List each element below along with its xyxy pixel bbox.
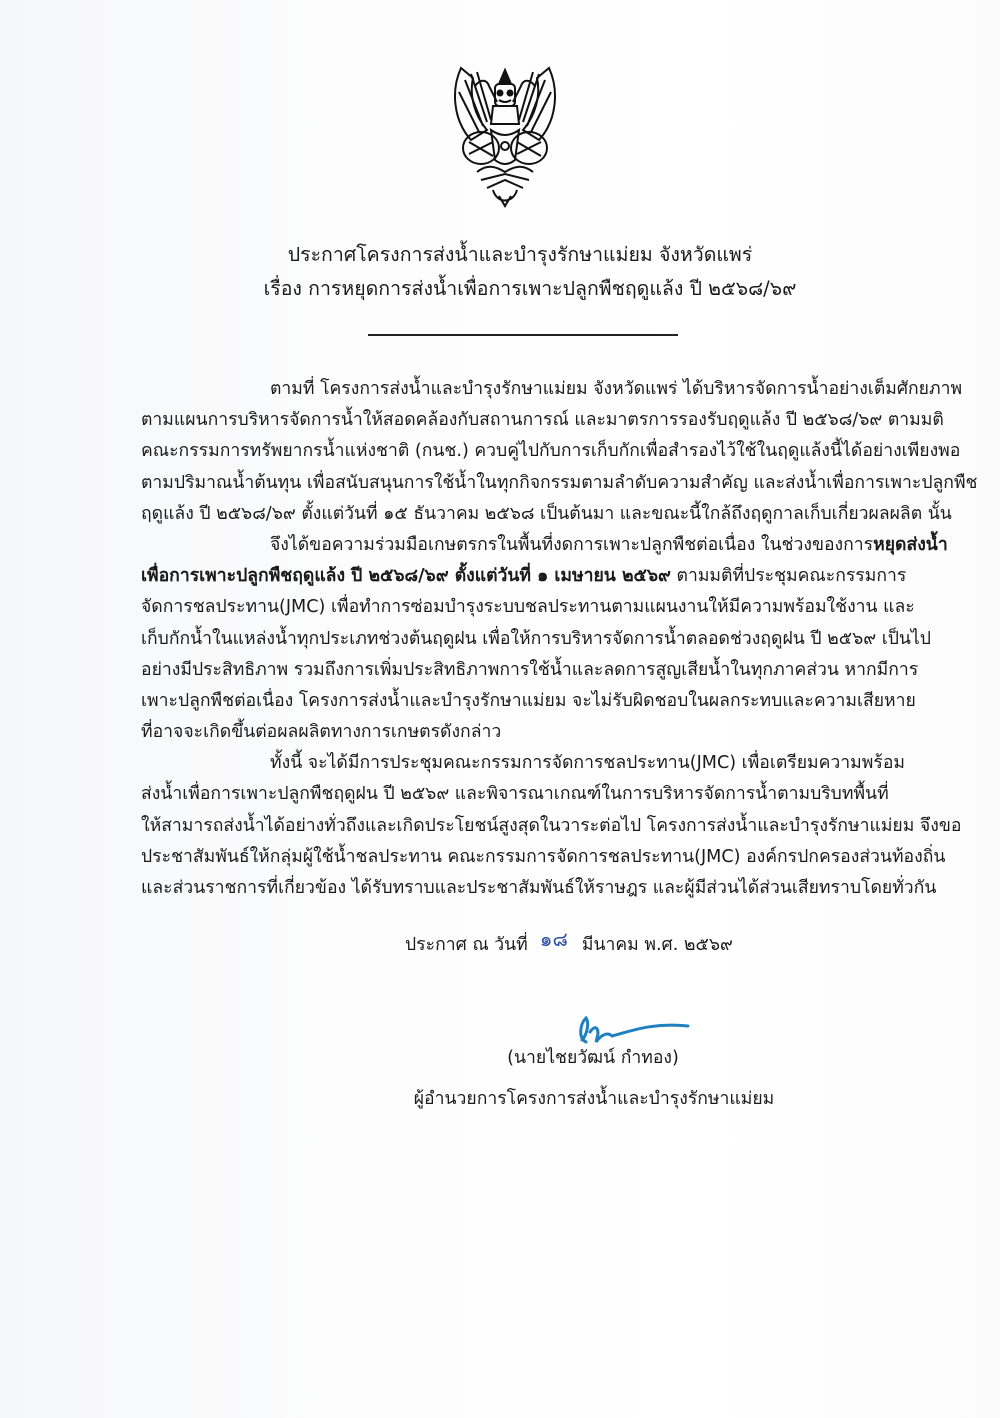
paragraph-2-line: จัดการชลประทาน(JMC) เพื่อทำการซ่อมบำรุงระบบชลประทานตามแผนงานให้มีความพร้อมใช้งาน และ (141, 597, 915, 618)
paragraph-2-line: ที่อาจจะเกิดขึ้นต่อผลผลิตทางการเกษตรดังกล่าว (141, 722, 502, 743)
title-divider (368, 334, 678, 336)
paragraph-3-line: ประชาสัมพันธ์ให้กลุ่มผู้ใช้น้ำชลประทาน คณะกรรมการจัดการชลประทาน(JMC) องค์กรปกครองส่วนท้องถิ่น (141, 846, 946, 867)
garuda-emblem-icon (447, 60, 563, 210)
date-prefix: ประกาศ ณ วันที่ (405, 935, 528, 955)
paragraph-2-line: เก็บกักน้ำในแหล่งน้ำทุกประเภทช่วงต้นฤดูฝน เพื่อให้การบริหารจัดการน้ำตลอดช่วงฤดูฝน ปี ๒๕๖๙ เป็นไป (141, 628, 931, 649)
paragraph-2-emphasis: เพื่อการเพาะปลูกพืชฤดูแล้ง ปี ๒๕๖๘/๖๙ ตั้งแต่วันที่ ๑ เมษายน ๒๕๖๙ (141, 566, 671, 587)
signatory-position: ผู้อำนวยการโครงการส่งน้ำและบำรุงรักษาแม่ยม (413, 1089, 775, 1109)
paragraph-3-line: ทั้งนี้ จะได้มีการประชุมคณะกรรมการจัดการชลประทาน(JMC) เพื่อเตรียมความพร้อม (270, 753, 905, 774)
paragraph-1-line: ฤดูแล้ง ปี ๒๕๖๘/๖๙ ตั้งแต่วันที่ ๑๕ ธันวาคม ๒๕๖๘ เป็นต้นมา และขณะนี้ใกล้ถึงฤดูกาลเก็บเกี่ยวผลผลิต นั้น (141, 503, 952, 524)
announcement-title: ประกาศโครงการส่งน้ำและบำรุงรักษาแม่ยม จังหวัดแพร่ (287, 243, 753, 266)
paragraph-3-line: ให้สามารถส่งน้ำได้อย่างทั่วถึงและเกิดประโยชน์สูงสุดในวาระต่อไป โครงการส่งน้ำและบำรุงรักษาแม่ยม จึงขอ (141, 815, 962, 836)
paragraph-1-line: คณะกรรมการทรัพยากรน้ำแห่งชาติ (กนช.) ควบคู่ไปกับการเก็บกักเพื่อสำรองไว้ใช้ในฤดูแล้งนี้ได้อย่างเพียงพอ (141, 441, 961, 462)
date-month-year: มีนาคม พ.ศ. ๒๕๖๙ (581, 935, 733, 955)
paragraph-3-line: ส่งน้ำเพื่อการเพาะปลูกพืชฤดูฝน ปี ๒๕๖๙ และพิจารณาเกณฑ์ในการบริหารจัดการน้ำตามบริบทพื้นที่ (141, 784, 889, 805)
signatory-name: (นายไชยวัฒน์ กำทอง) (507, 1048, 679, 1068)
announcement-header (0, 238, 1000, 306)
paragraph-2-line: อย่างมีประสิทธิภาพ รวมถึงการเพิ่มประสิทธิภาพการใช้น้ำและลดการสูญเสียน้ำในทุกภาคส่วน หากมีการ (141, 659, 919, 680)
paragraph-2-line (141, 530, 948, 561)
signature-icon (572, 1008, 692, 1048)
paragraph-1-line: ตามปริมาณน้ำต้นทุน เพื่อสนับสนุนการใช้น้ำในทุกกิจกรรมตามลำดับความสำคัญ และส่งน้ำเพื่อการเพาะปลูกพืช (141, 472, 978, 493)
paragraph-2-text: จึงได้ขอความร่วมมือเกษตรกรในพื้นที่งดการเพาะปลูกพืชต่อเนื่อง ในช่วงของการ (270, 534, 874, 555)
paragraph-1-line: ตามแผนการบริหารจัดการน้ำให้สอดคล้องกับสถานการณ์ และมาตรการรองรับฤดูแล้ง ปี ๒๕๖๘/๖๙ ตามมติ (141, 410, 944, 431)
paragraph-2-emphasis: หยุดส่งน้ำ (873, 534, 948, 555)
date-day-handwritten: ๑๘ (539, 927, 568, 951)
paragraph-3-line: และส่วนราชการที่เกี่ยวข้อง ได้รับทราบและประชาสัมพันธ์ให้ราษฎร และผู้มีส่วนได้ส่วนเสียทราบโดยทั่วกัน (141, 878, 937, 898)
paragraph-2-line (141, 561, 907, 592)
announcement-body (141, 374, 978, 904)
announcement-date (405, 927, 733, 959)
paragraph-1-line: ตามที่ โครงการส่งน้ำและบำรุงรักษาแม่ยม จังหวัดแพร่ ได้บริหารจัดการน้ำอย่างเต็มศักยภาพ (270, 379, 963, 399)
paragraph-2-text: ตามมติที่ประชุมคณะกรรมการ (670, 566, 907, 587)
paragraph-2-line: เพาะปลูกพืชต่อเนื่อง โครงการส่งน้ำและบำรุงรักษาแม่ยม จะไม่รับผิดชอบในผลกระทบและความเสียหาย (141, 690, 916, 711)
announcement-subject: เรื่อง การหยุดการส่งน้ำเพื่อการเพาะปลูกพืชฤดูแล้ง ปี ๒๕๖๘/๖๙ (263, 277, 797, 300)
